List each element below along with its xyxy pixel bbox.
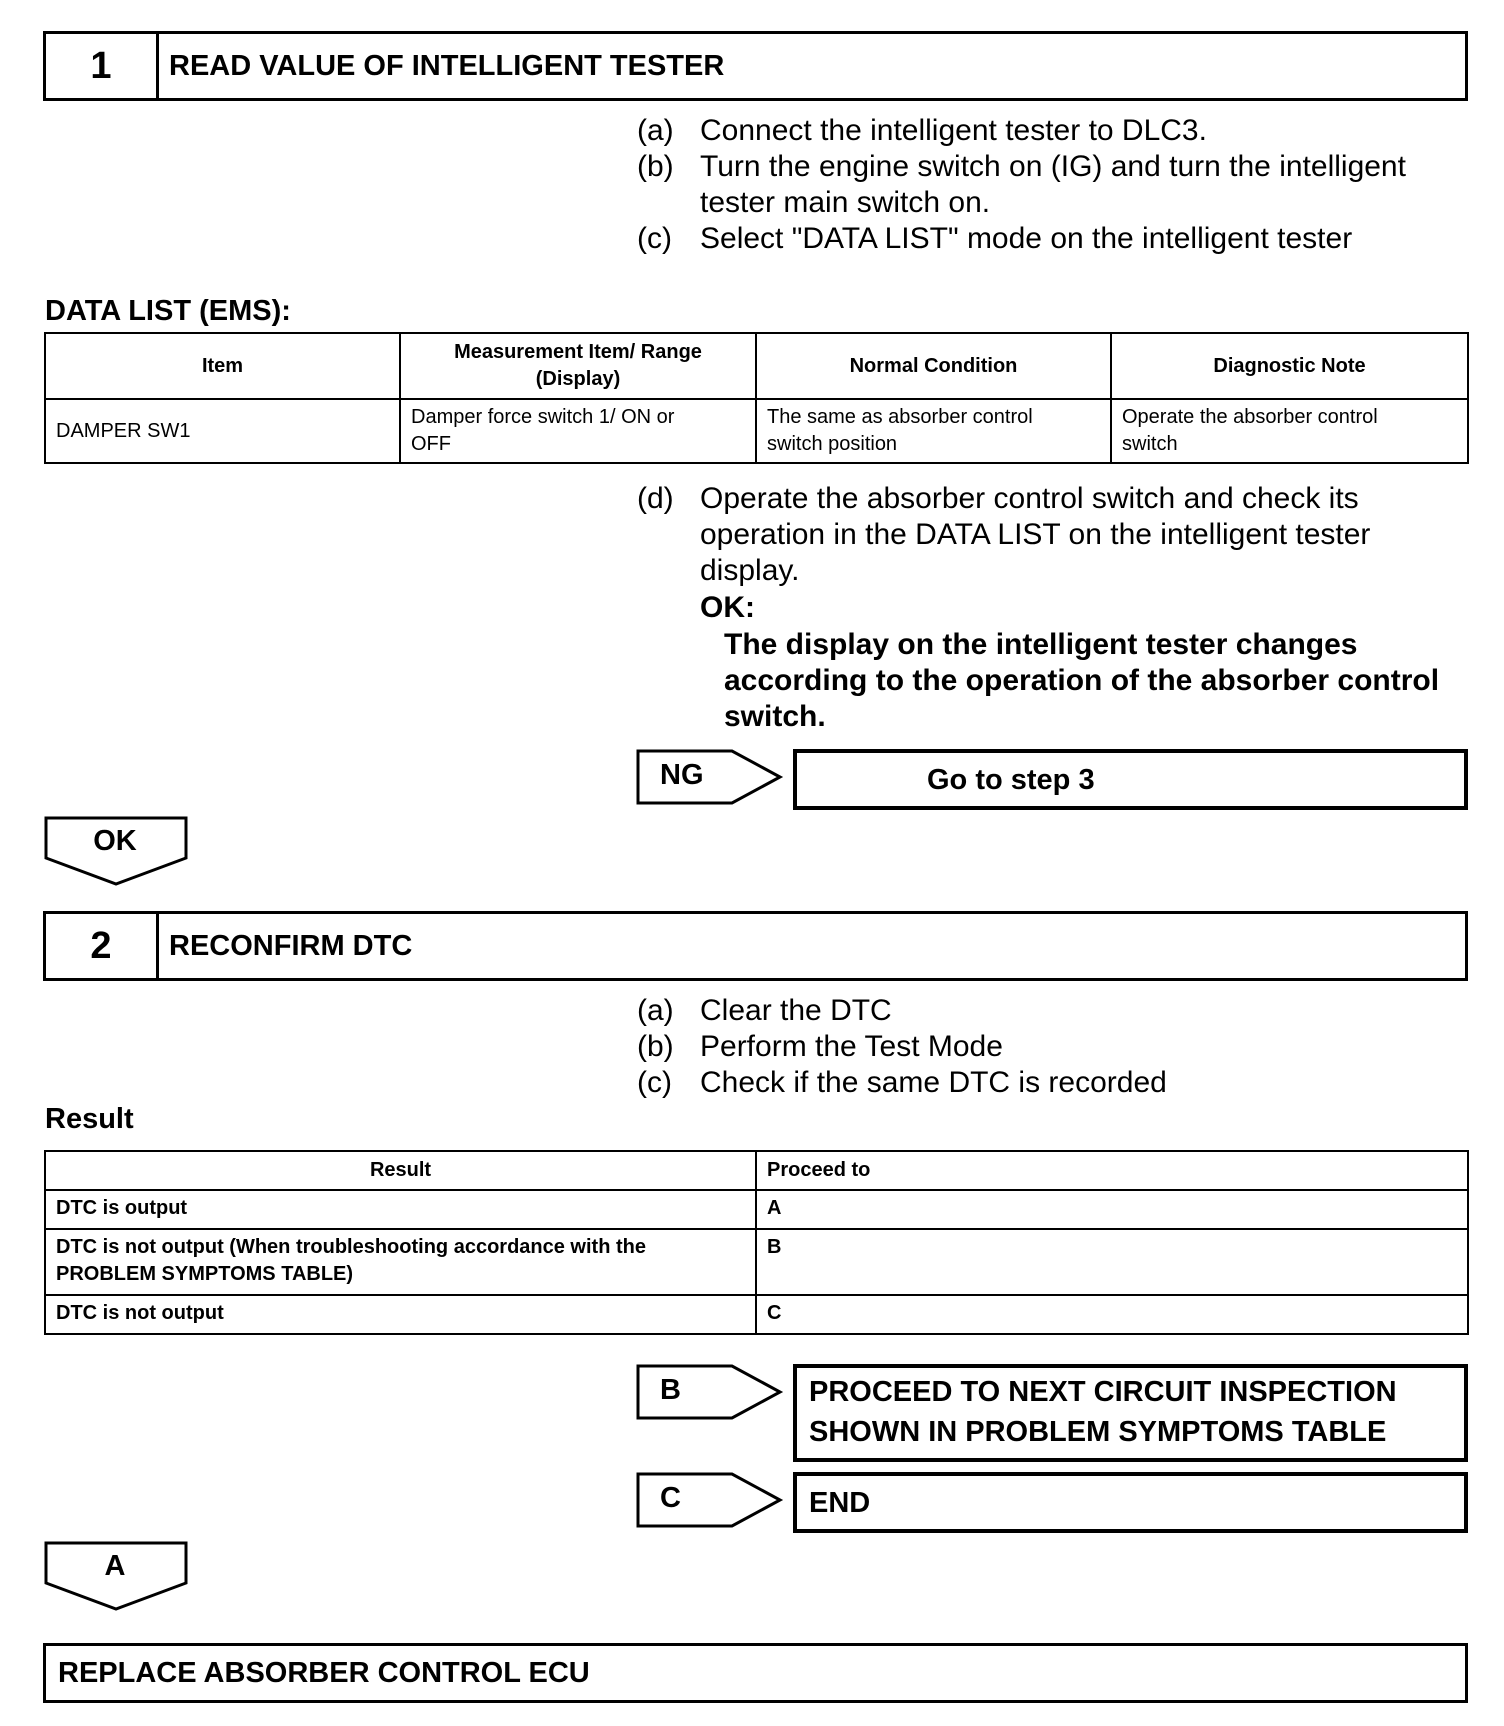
ok-criteria: The display on the intelligent tester changes according to the operation of the absorber control switch. <box>724 628 1440 733</box>
step2-instruction-b <box>637 1029 1467 1065</box>
a-down-tag <box>44 1541 190 1613</box>
ng-label: NG <box>660 759 704 791</box>
table-cell: A <box>756 1190 1468 1229</box>
table-cell: The same as absorber control switch position <box>756 399 1111 463</box>
table-cell: DAMPER SW1 <box>45 399 400 463</box>
b-label: B <box>660 1374 681 1406</box>
instruction-text: Perform the Test Mode <box>700 1030 1003 1063</box>
instruction-text: Turn the engine switch on (IG) and turn the intelligent tester main switch on. <box>700 150 1406 219</box>
table-cell: DTC is not output (When troubleshooting accordance with the PROBLEM SYMPTOMS TABLE) <box>45 1229 756 1295</box>
a-tag-label: A <box>104 1550 126 1582</box>
instruction-text: Select "DATA LIST" mode on the intelligent tester <box>700 222 1353 255</box>
step2-instruction-a <box>637 993 1467 1029</box>
step1-number: 1 <box>46 34 159 98</box>
instruction-label: (c) <box>637 222 672 255</box>
step2-instruction-c <box>637 1065 1467 1101</box>
ng-target-box <box>793 749 1468 810</box>
instruction-text: Connect the intelligent tester to DLC3. <box>700 114 1207 147</box>
step1-instruction-a <box>637 113 1467 149</box>
table-cell: B <box>756 1229 1468 1295</box>
arrow-right-icon <box>636 749 784 805</box>
table-row <box>45 1295 1468 1334</box>
ng-arrow-tag <box>636 749 784 805</box>
step2-number: 2 <box>46 914 159 978</box>
ok-label: OK: <box>700 591 755 624</box>
instruction-label: (c) <box>637 1066 672 1099</box>
instruction-label: (d) <box>637 482 674 515</box>
table-cell: Operate the absorber control switch <box>1111 399 1468 463</box>
instruction-text: Clear the DTC <box>700 994 892 1027</box>
data-list-heading: DATA LIST (EMS): <box>45 295 291 327</box>
table-cell: Damper force switch 1/ ON or OFF <box>400 399 756 463</box>
b-target-line2: SHOWN IN PROBLEM SYMPTOMS TABLE <box>809 1416 1387 1448</box>
arrow-right-icon <box>636 1364 784 1420</box>
step1-header <box>43 31 1468 101</box>
table-header: Item <box>45 333 400 399</box>
step2-title: RECONFIRM DTC <box>169 929 413 962</box>
arrow-right-icon <box>636 1472 784 1528</box>
table-header: Normal Condition <box>756 333 1111 399</box>
final-action-box <box>43 1643 1468 1703</box>
table-row <box>45 399 1468 463</box>
step2-header <box>43 911 1468 981</box>
c-target-text: END <box>809 1487 871 1519</box>
data-list-table <box>44 332 1469 464</box>
instruction-label: (b) <box>637 1030 674 1063</box>
c-target-box <box>793 1472 1468 1533</box>
instruction-label: (a) <box>637 994 674 1027</box>
instruction-text: Check if the same DTC is recorded <box>700 1066 1167 1099</box>
instruction-label: (a) <box>637 114 674 147</box>
c-arrow-tag <box>636 1472 784 1528</box>
table-header: Result <box>45 1151 756 1190</box>
instruction-text: Operate the absorber control switch and check its operation in the DATA LIST on the intelligent tester display. <box>700 482 1371 587</box>
b-arrow-tag <box>636 1364 784 1420</box>
step1-title: READ VALUE OF INTELLIGENT TESTER <box>169 49 725 82</box>
table-cell: DTC is not output <box>45 1295 756 1334</box>
step1-instruction-b <box>637 149 1467 221</box>
c-label: C <box>660 1482 681 1514</box>
b-target-box <box>793 1364 1468 1462</box>
table-row <box>45 1229 1468 1295</box>
table-cell: DTC is output <box>45 1190 756 1229</box>
instruction-label: (b) <box>637 150 674 183</box>
table-header: Diagnostic Note <box>1111 333 1468 399</box>
step1-instruction-d <box>637 481 1467 589</box>
result-table <box>44 1150 1469 1335</box>
result-heading: Result <box>45 1103 134 1135</box>
table-row <box>45 1190 1468 1229</box>
table-header: Measurement Item/ Range (Display) <box>400 333 756 399</box>
b-target-line1: PROCEED TO NEXT CIRCUIT INSPECTION <box>809 1376 1397 1408</box>
table-header: Proceed to <box>756 1151 1468 1190</box>
ok-tag-label: OK <box>93 825 137 857</box>
ng-target-text: Go to step 3 <box>927 764 1095 796</box>
table-cell: C <box>756 1295 1468 1334</box>
ok-down-tag <box>44 816 190 888</box>
step1-instruction-c <box>637 221 1467 257</box>
final-action-title: REPLACE ABSORBER CONTROL ECU <box>58 1656 590 1689</box>
